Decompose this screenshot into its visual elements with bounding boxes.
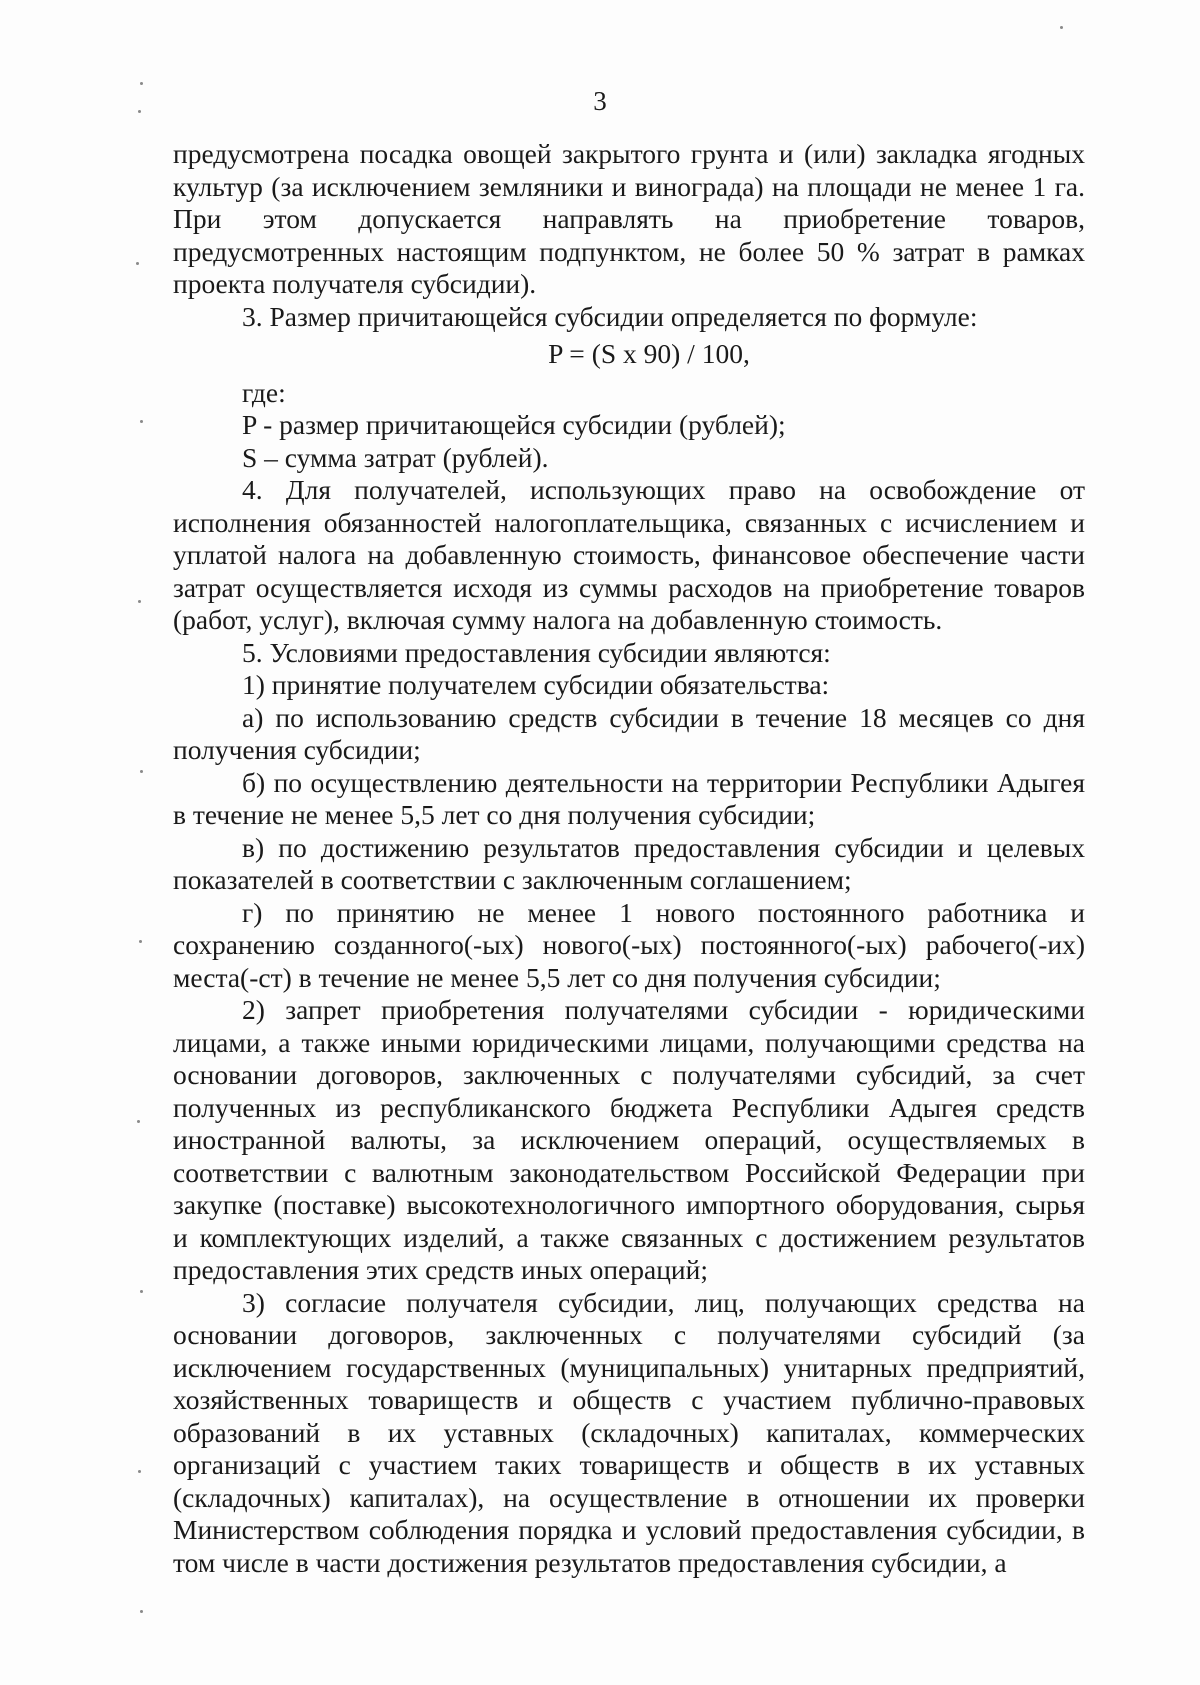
paragraph-item-1: 1) принятие получателем субсидии обязательства: — [242, 669, 830, 700]
paragraph-item-1b: б) по осуществлению деятельности на территории Республики Адыгея в течение не менее 5,5 лет со дня получения субсидии; — [173, 766, 1085, 830]
formula-definition-s: S – сумма затрат (рублей). — [242, 441, 549, 473]
paragraph-item-3: 3) согласие получателя субсидии, лиц, получающих средства на основании договоров, заключенных с получателями субсидий (за исключением государственных (муниципальных) унитарных предприятий, хозяйственных товариществ и обществ с участием публично-правовых образований в их уставных (складочных) капиталах, коммерческих организаций с участием таких товариществ и обществ в их уставных (складочных) капиталах), на осуществление в отношении их проверки Министерством соблюдения порядка и условий предоставления субсидии, в том числе в части достижения результатов предоставления субсидии, а — [173, 1286, 1085, 1578]
scan-speck — [140, 1610, 143, 1613]
document-body — [173, 138, 1085, 1579]
scan-speck — [138, 110, 141, 113]
scan-speck — [138, 600, 141, 603]
paragraph-clause-5: 5. Условиями предоставления субсидии являются: — [242, 636, 831, 668]
formula-definition-p: P - размер причитающейся субсидии (рублей); — [242, 409, 786, 440]
paragraph-clause-4: 4. Для получателей, использующих право на освобождение от исполнения обязанностей налогоплательщика, связанных с исчислением и уплатой налога на добавленную стоимость, финансовое обеспечение части затрат осуществляется исходя из суммы расходов на приобретение товаров (работ, услуг), включая сумму налога на добавленную стоимость. — [173, 474, 1085, 635]
scan-speck — [140, 770, 143, 773]
paragraph-clause-3: 3. Размер причитающейся субсидии определяется по формуле: — [242, 300, 978, 332]
paragraph-item-2: 2) запрет приобретения получателями субсидии - юридическими лицами, а также иными юридическими лицами, получающими средства на основании договоров, заключенных с получателями субсидий, за счет полученных из республиканского бюджета Республики Адыгея средств иностранной валюты, за исключением операций, осуществляемых в соответствии с валютным законодательством Российской Федерации при закупке (поставке) высокотехнологичного импортного оборудования, сырья и комплектующих изделий, а также связанных с достижением результатов предоставления этих средств иных операций; — [173, 994, 1085, 1285]
formula: P = (S x 90) / 100, — [548, 338, 750, 369]
paragraph-item-1g: г) по принятию не менее 1 нового постоянного работника и сохранению созданного(-ых) нового(-ых) постоянного(-ых) рабочего(-их) места(-ст) в течение не менее 5,5 лет со дня получения субсидии; — [173, 896, 1085, 993]
scan-speck — [1060, 26, 1063, 29]
scan-speck — [136, 262, 139, 265]
paragraph-item-1v: в) по достижению результатов предоставления субсидии и целевых показателей в соответствии с заключенным соглашением; — [173, 831, 1085, 895]
scan-speck — [140, 82, 143, 85]
scan-speck — [137, 1120, 140, 1123]
paragraph-item-1a: а) по использованию средств субсидии в течение 18 месяцев со дня получения субсидии; — [173, 701, 1085, 765]
paragraph-continuation: предусмотрена посадка овощей закрытого грунта и (или) закладка ягодных культур (за исключением земляники и винограда) на площади не менее 1 га. При этом допускается направлять на приобретение товаров, предусмотренных настоящим подпунктом, не более 50 % затрат в рамках проекта получателя субсидии). — [173, 138, 1085, 299]
page-number: 3 — [593, 86, 607, 116]
formula-where: где: — [242, 376, 286, 408]
scan-speck — [140, 420, 143, 423]
scan-speck — [138, 1470, 141, 1473]
scan-speck — [140, 1290, 143, 1293]
scan-speck — [139, 940, 142, 943]
